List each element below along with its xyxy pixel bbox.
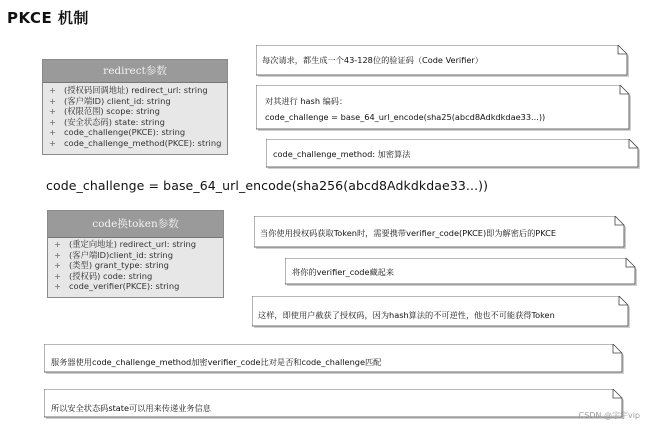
redirect-param-row: + (安全状态码) state: string — [49, 116, 165, 127]
token-params-title: code换token参数 — [48, 211, 223, 238]
watermark: CSDN @宇宇vip — [578, 411, 640, 420]
note-hash-encode: 对其进行 hash 编码： code_challenge = base_64_url_encode(sha25(abcd8Adkdkdae33...)) — [256, 85, 633, 131]
page-title: PKCE 机制 — [7, 9, 89, 27]
hash-formula: code_challenge = base_64_url_encode(sha256(abcd8Adkdkdae33...)) — [46, 178, 489, 193]
redirect-param-row: + (客户端ID) client_id: string — [49, 95, 171, 106]
token-param-row: + (类型) grant_type: string — [54, 260, 169, 271]
token-param-row: + (客户端ID)client_id: string — [54, 249, 173, 260]
note-state-usage: 所以安全状态码state可以用来传递业务信息 — [44, 389, 626, 419]
redirect-param-row: + code_challenge_method(PKCE): string — [49, 137, 222, 148]
token-params-box — [47, 210, 224, 298]
redirect-params-box — [42, 59, 228, 155]
note-shape — [256, 85, 635, 133]
redirect-param-row: + (权限范围) scope: string — [49, 106, 160, 117]
redirect-param-row: + (授权码回调地址) redirect_url: string — [49, 85, 208, 95]
note-code-verifier: 每次请求，都生成一个43-128位的验证码（Code Verifier） — [256, 45, 631, 77]
redirect-param-row: + code_challenge(PKCE): string — [49, 127, 186, 138]
token-param-row: + (重定向地址) redirect_url: string — [54, 239, 197, 249]
note-irreversible: 这样，即使用户截获了授权码，因为hash算法的不可逆性，他也不可能获得Token — [252, 296, 632, 328]
token-param-row: + (授权码) code: string — [54, 270, 153, 281]
token-param-row: + code_verifier(PKCE): string — [54, 281, 180, 292]
note-hide-verifier: 将你的verifier_code藏起来 — [285, 258, 639, 286]
note-token-verifier: 当你使用授权码获取Token时，需要携带verifier_code(PKCE)即为解密后的PKCE — [254, 216, 628, 249]
redirect-params-title: redirect参数 — [43, 60, 227, 83]
note-server-compare: 服务器使用code_challenge_method加密verifier_code比对是否和code_challenge匹配 — [44, 344, 626, 374]
note-challenge-method: code_challenge_method: 加密算法 — [266, 139, 642, 169]
